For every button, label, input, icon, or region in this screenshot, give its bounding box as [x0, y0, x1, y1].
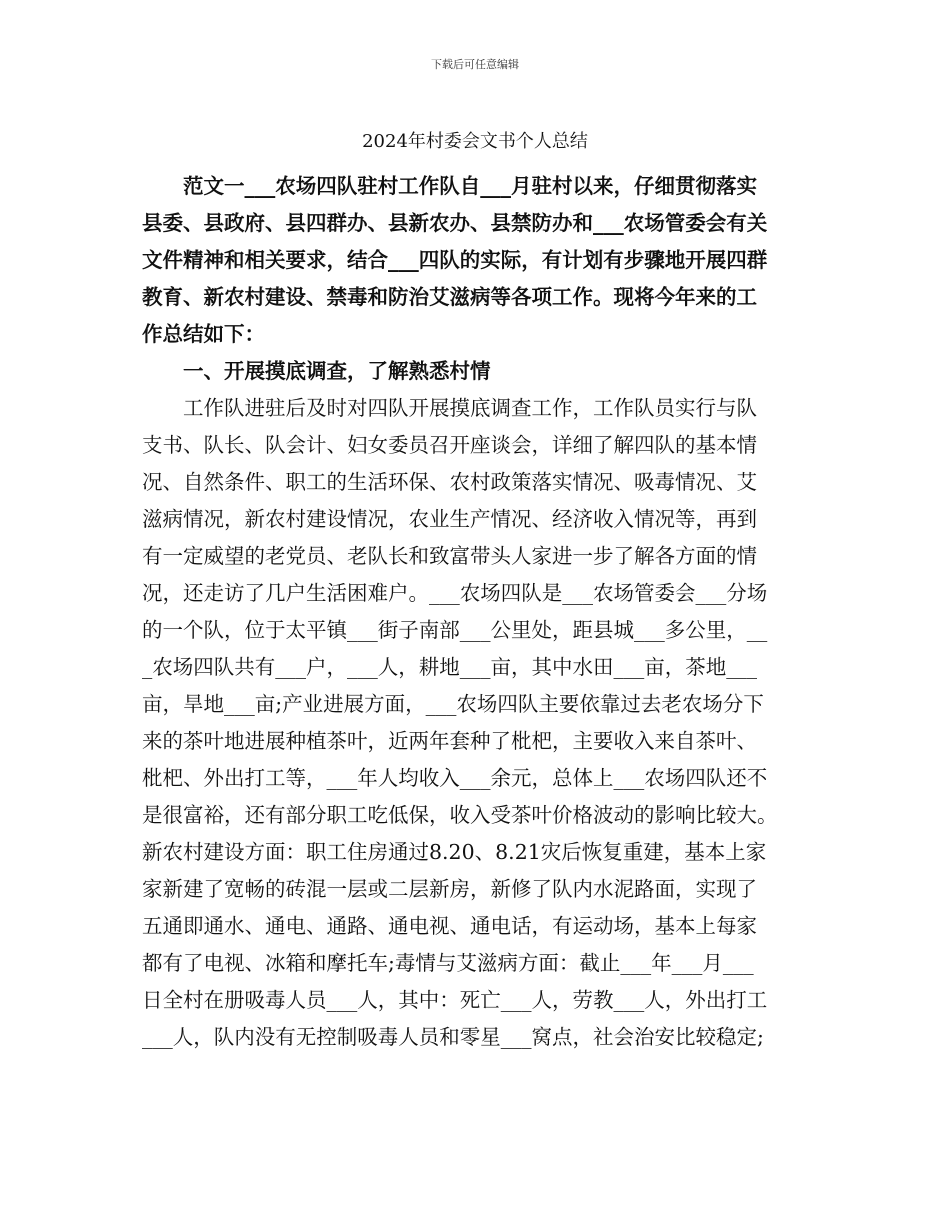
text-line: 支书、队长、队会计、妇女委员召开座谈会，详细了解四队的基本情 — [142, 433, 757, 457]
text-line: 新农村建设方面：职工住房通过8.20、8.21灾后恢复重建，基本上家 — [142, 840, 767, 864]
text-line: 文件精神和相关要求，结合___四队的实际，有计划有步骤地开展四群 — [142, 248, 768, 272]
text-line: 工作队进驻后及时对四队开展摸底调查工作，工作队员实行与队 — [142, 396, 757, 420]
text-line: 枇杷、外出打工等，___年人均收入___余元，总体上___农场四队还不 — [142, 766, 768, 790]
document-title: 2024年村委会文书个人总结 — [362, 131, 588, 152]
text-line: 都有了电视、冰箱和摩托车;毒情与艾滋病方面：截止___年___月___ — [142, 951, 754, 975]
text-line: 县委、县政府、县四群办、县新农办、县禁防办和___农场管委会有关 — [142, 211, 768, 235]
text-line: 来的茶叶地进展种植茶叶，近两年套种了枇杷，主要收入来自茶叶、 — [142, 729, 757, 753]
text-line: 有一定威望的老党员、老队长和致富带头人家进一步了解各方面的情 — [142, 544, 757, 568]
text-line: 范文一___农场四队驻村工作队自___月驻村以来，仔细贯彻落实 — [142, 174, 757, 198]
text-line: 五通即通水、通电、通路、通电视、通电话，有运动场，基本上每家 — [142, 914, 757, 938]
text-line: 教育、新农村建设、禁毒和防治艾滋病等各项工作。现将今年来的工 — [142, 285, 757, 309]
text-line: ___人，队内没有无控制吸毒人员和零星___窝点，社会治安比较稳定; — [142, 1025, 764, 1049]
text-line: 滋病情况，新农村建设情况，农业生产情况、经济收入情况等，再到 — [142, 507, 757, 531]
text-line: 日全村在册吸毒人员___人，其中：死亡___人，劳教___人，外出打工 — [142, 988, 768, 1012]
text-line: 一、开展摸底调查，了解熟悉村情 — [142, 359, 491, 383]
text-line: _农场四队共有___户，___人，耕地___亩，其中水田___亩，茶地___ — [142, 655, 757, 679]
text-line: 况、自然条件、职工的生活环保、农村政策落实情况、吸毒情况、艾 — [142, 470, 757, 494]
text-line: 况，还走访了几户生活困难户。___农场四队是___农场管委会___分场 — [142, 581, 768, 605]
text-line: 作总结如下： — [142, 322, 265, 346]
text-line: 是很富裕，还有部分职工吃低保，收入受茶叶价格波动的影响比较大。 — [142, 803, 778, 827]
text-line: 的一个队，位于太平镇___街子南部___公里处，距县城___多公里，__ — [142, 618, 768, 642]
text-line: 亩，旱地___亩;产业进展方面，___农场四队主要依靠过去老农场分下 — [142, 692, 764, 716]
text-line: 家新建了宽畅的砖混一层或二层新房，新修了队内水泥路面，实现了 — [142, 877, 757, 901]
page-header: 下载后可任意编辑 — [431, 58, 519, 71]
document-body — [142, 168, 832, 1056]
